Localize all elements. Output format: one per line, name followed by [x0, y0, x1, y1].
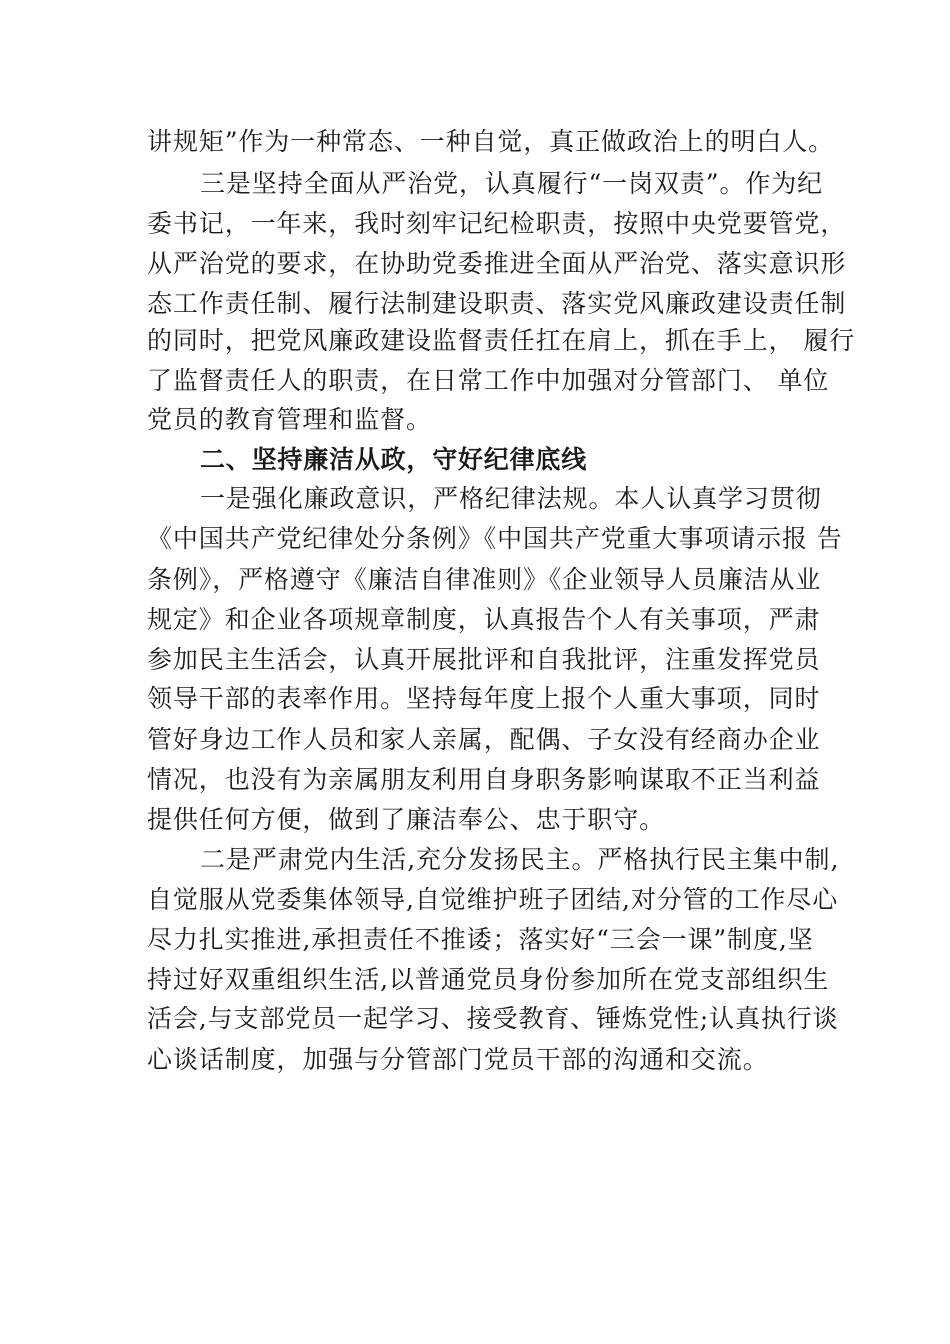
text-line: 持过好双重组织生活,以普通党员身份参加所在党支部组织生 — [147, 965, 830, 994]
paragraph-start-line: 二是严肃党内生活,充分发扬民主。严格执行民主集中制, — [200, 845, 840, 874]
text-line: 领导干部的表率作用。坚持每年度上报个人重大事项，同时 — [147, 684, 821, 713]
text-line: 自觉服从党委集体领导,自觉维护班子团结,对分管的工作尽心 — [147, 885, 839, 914]
text-line: 委书记，一年来，我时刻牢记纪检职责，按照中央党要管党， — [147, 209, 847, 238]
text-line: 的同时，把党风廉政建设监督责任扛在肩上，抓在手上， 履行 — [147, 326, 856, 355]
text-line: 活会,与支部党员一起学习、接受教育、锤炼党性;认真执行谈 — [147, 1004, 839, 1033]
text-line: 提供任何方便，做到了廉洁奉公、忠于职守。 — [147, 805, 666, 834]
text-line: 讲规矩”作为一种常态、一种自觉，真正做政治上的明白人。 — [147, 127, 835, 156]
text-line: 参加民主生活会，认真开展批评和自我批评，注重发挥党员 — [147, 645, 821, 674]
text-line: 规定》和企业各项规章制度，认真报告个人有关事项，严肃 — [147, 605, 821, 634]
text-line: 尽力扎实推进,承担责任不推诿；落实好“三会一课”制度,坚 — [147, 925, 814, 954]
text-line: 条例》，严格遵守《廉洁自律准则》《企业领导人员廉洁从业 — [147, 565, 822, 594]
text-line: 心谈话制度，加强与分管部门党员干部的沟通和交流。 — [147, 1045, 769, 1074]
paragraph-start-line: 一是强化廉政意识，严格纪律法规。本人认真学习贯彻 — [200, 484, 822, 513]
text-line: 了监督责任人的职责，在日常工作中加强对分管部门、 单位 — [147, 366, 830, 395]
section-heading: 二、坚持廉洁从政，守好纪律底线 — [200, 445, 588, 474]
text-line: 从严治党的要求，在协助党委推进全面从严治党、落实意识形 — [147, 249, 847, 278]
text-line: 党员的教育管理和监督。 — [147, 405, 432, 434]
text-line: 情况，也没有为亲属朋友利用自身职务影响谋取不正当利益 — [147, 765, 821, 794]
text-line: 管好身边工作人员和家人亲属，配偶、子女没有经商办企业 — [147, 725, 821, 754]
paragraph-start-line: 三是坚持全面从严治党，认真履行“一岗双责”。作为纪 — [200, 169, 824, 198]
text-line: 态工作责任制、履行法制建设职责、落实党风廉政建设责任制 — [147, 289, 847, 318]
text-line: 《中国共产党纪律处分条例》《中国共产党重大事项请示报 告 — [147, 524, 843, 553]
